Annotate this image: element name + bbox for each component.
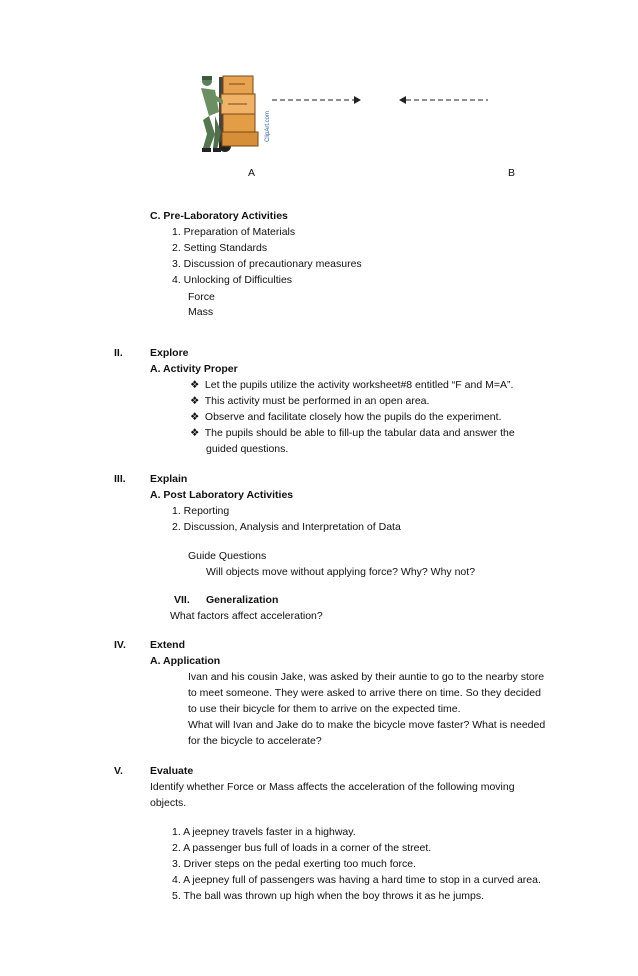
guide-question: Will objects move without applying force? Why? Why not? (206, 566, 476, 578)
evaluate-item: 3. Driver steps on the pedal exerting too much force. (172, 858, 416, 870)
section-number: V. (114, 765, 123, 777)
bullet-text: Observe and facilitate closely how the pupils do the experiment. (204, 411, 502, 423)
pre-lab-item: 3. Discussion of precautionary measures (172, 258, 362, 270)
pre-lab-item: 1. Preparation of Materials (172, 226, 296, 238)
svg-text:ClipArt.com (265, 111, 271, 142)
bullet-text: Let the pupils utilize the activity worksheet#8 entitled “F and M=A”. (204, 379, 514, 391)
bullet-item (190, 393, 429, 409)
extend-sub: A. Application (150, 655, 221, 667)
application-text: to use their bicycle for them to arrive on the expected time. (188, 703, 461, 715)
application-text: to meet someone. They were asked to arrive there on time. So they decided (188, 687, 541, 699)
man-pushing-boxes-image (195, 72, 295, 154)
application-text: Ivan and his cousin Jake, was asked by their auntie to go to the nearby store (188, 671, 545, 683)
pre-lab-heading: C. Pre-Laboratory Activities (150, 210, 288, 222)
arrow-right-icon (270, 92, 362, 108)
extend-title: Extend (150, 639, 186, 651)
pre-lab-item: 2. Setting Standards (172, 242, 268, 254)
explain-title: Explain (150, 473, 188, 485)
evaluate-item: 1. A jeepney travels faster in a highway. (172, 826, 356, 838)
diamond-bullet-icon: ❖ (190, 379, 200, 391)
explain-sub: A. Post Laboratory Activities (150, 489, 294, 501)
generalization-number: VII. (174, 594, 190, 606)
pre-lab-item: 4. Unlocking of Difficulties (172, 274, 293, 286)
diamond-bullet-icon: ❖ (190, 411, 200, 423)
diamond-bullet-icon: ❖ (190, 395, 200, 407)
term-force: Force (188, 291, 215, 303)
generalization-question: What factors affect acceleration? (170, 610, 323, 622)
evaluate-intro: Identify whether Force or Mass affects the acceleration of the following moving (150, 781, 515, 793)
evaluate-item: 2. A passenger bus full of loads in a corner of the street. (172, 842, 432, 854)
explore-sub: A. Activity Proper (150, 363, 238, 375)
label-b: B (508, 167, 516, 179)
explore-title: Explore (150, 347, 189, 359)
section-number: III. (114, 473, 126, 485)
diamond-bullet-icon: ❖ (190, 427, 200, 439)
arrow-left-icon (398, 92, 490, 108)
bullet-continuation: guided questions. (206, 443, 289, 455)
bullet-item (190, 425, 515, 441)
section-number: II. (114, 347, 123, 359)
term-mass: Mass (188, 306, 214, 318)
section-number: IV. (114, 639, 126, 651)
bullet-text: The pupils should be able to fill-up the tabular data and answer the (204, 427, 515, 439)
label-a: A (248, 167, 256, 179)
explain-item: 2. Discussion, Analysis and Interpretation of Data (172, 521, 401, 533)
explain-item: 1. Reporting (172, 505, 230, 517)
bullet-text: This activity must be performed in an open area. (204, 395, 430, 407)
generalization-title: Generalization (206, 594, 279, 606)
watermark-text: ClipArt.com (265, 110, 271, 142)
application-text: for the bicycle to accelerate? (188, 735, 322, 747)
evaluate-intro: objects. (150, 797, 187, 809)
application-text: What will Ivan and Jake do to make the bicycle move faster? What is needed (188, 719, 546, 731)
evaluate-item: 5. The ball was thrown up high when the boy throws it as he jumps. (172, 890, 485, 902)
evaluate-item: 4. A jeepney full of passengers was having a hard time to stop in a curved area. (172, 874, 541, 886)
evaluate-title: Evaluate (150, 765, 194, 777)
bullet-item (190, 377, 513, 393)
guide-label: Guide Questions (188, 550, 267, 562)
bullet-item (190, 409, 501, 425)
